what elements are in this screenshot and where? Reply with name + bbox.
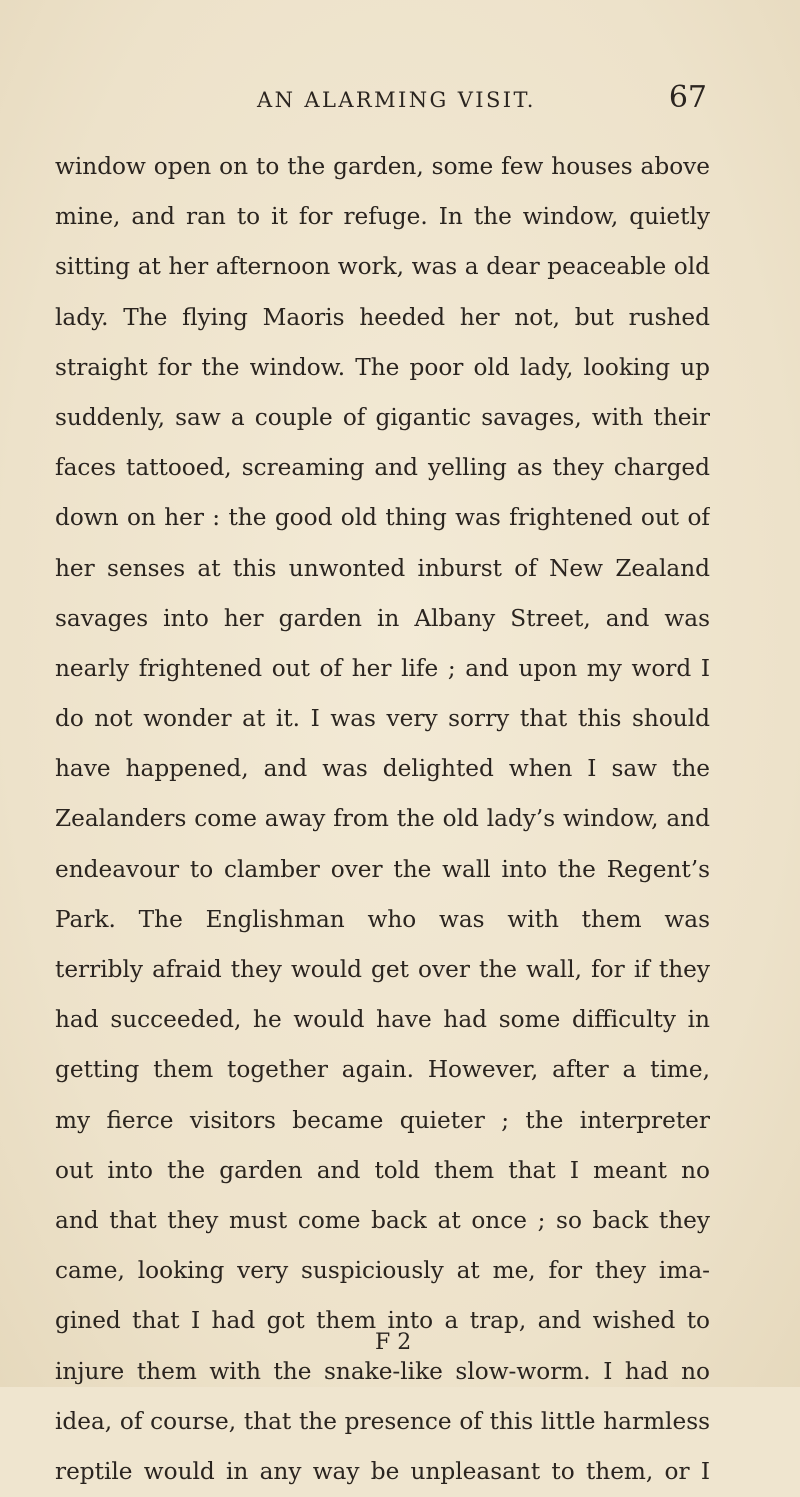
- running-header: [0, 80, 800, 120]
- body-text: [55, 142, 710, 1497]
- text-line: out into the garden and told them that I meant no: [55, 1156, 710, 1184]
- text-line: her senses at this unwonted inburst of New Zealand: [55, 554, 710, 582]
- text-line: straight for the window. The poor old lady, looking up: [55, 353, 710, 381]
- text-line: nearly frightened out of her life ; and upon my word I: [55, 654, 710, 682]
- signature-mark: F 2: [375, 1330, 412, 1355]
- text-line: savages into her garden in Albany Street, and was: [55, 604, 710, 632]
- running-title: AN ALARMING VISIT.: [257, 88, 536, 112]
- text-line: suddenly, saw a couple of gigantic savages, with their: [55, 403, 710, 431]
- text-line: idea, of course, that the presence of this little harmless: [55, 1407, 710, 1435]
- text-line: getting them together again. However, after a time,: [55, 1056, 710, 1084]
- text-line: had succeeded, he would have had some difficulty in: [55, 1006, 710, 1034]
- text-line: Park. The Englishman who was with them was: [55, 905, 710, 933]
- text-line: have happened, and was delighted when I saw the: [55, 755, 710, 783]
- text-line: endeavour to clamber over the wall into the Regent’s: [55, 855, 710, 883]
- text-line: terribly afraid they would get over the wall, for if they: [55, 956, 710, 983]
- text-line: down on her : the good old thing was frightened out of: [55, 504, 710, 532]
- text-line: faces tattooed, screaming and yelling as they charged: [55, 454, 710, 482]
- text-line: came, looking very suspiciously at me, for they ima-: [55, 1257, 710, 1285]
- text-line: reptile would in any way be unpleasant to them, or I: [55, 1457, 710, 1485]
- text-line: sitting at her afternoon work, was a dear peaceable old: [55, 253, 710, 281]
- text-line: Zealanders come away from the old lady’s window, and: [55, 805, 710, 833]
- text-line: my fierce visitors became quieter ; the interpreter: [55, 1106, 710, 1134]
- text-line: do not wonder at it. I was very sorry that this should: [55, 705, 710, 733]
- text-line: lady. The flying Maoris heeded her not, but rushed: [55, 303, 710, 331]
- text-line: and that they must come back at once ; so back they: [55, 1206, 710, 1234]
- page-number: 67: [668, 80, 707, 115]
- text-line: mine, and ran to it for refuge. In the window, quietly: [55, 203, 710, 231]
- text-line: gined that I had got them into a trap, and wished to: [55, 1307, 710, 1335]
- text-line: injure them with the snake-like slow-worm. I had no: [55, 1357, 710, 1385]
- text-line: window open on to the garden, some few houses above: [55, 153, 710, 180]
